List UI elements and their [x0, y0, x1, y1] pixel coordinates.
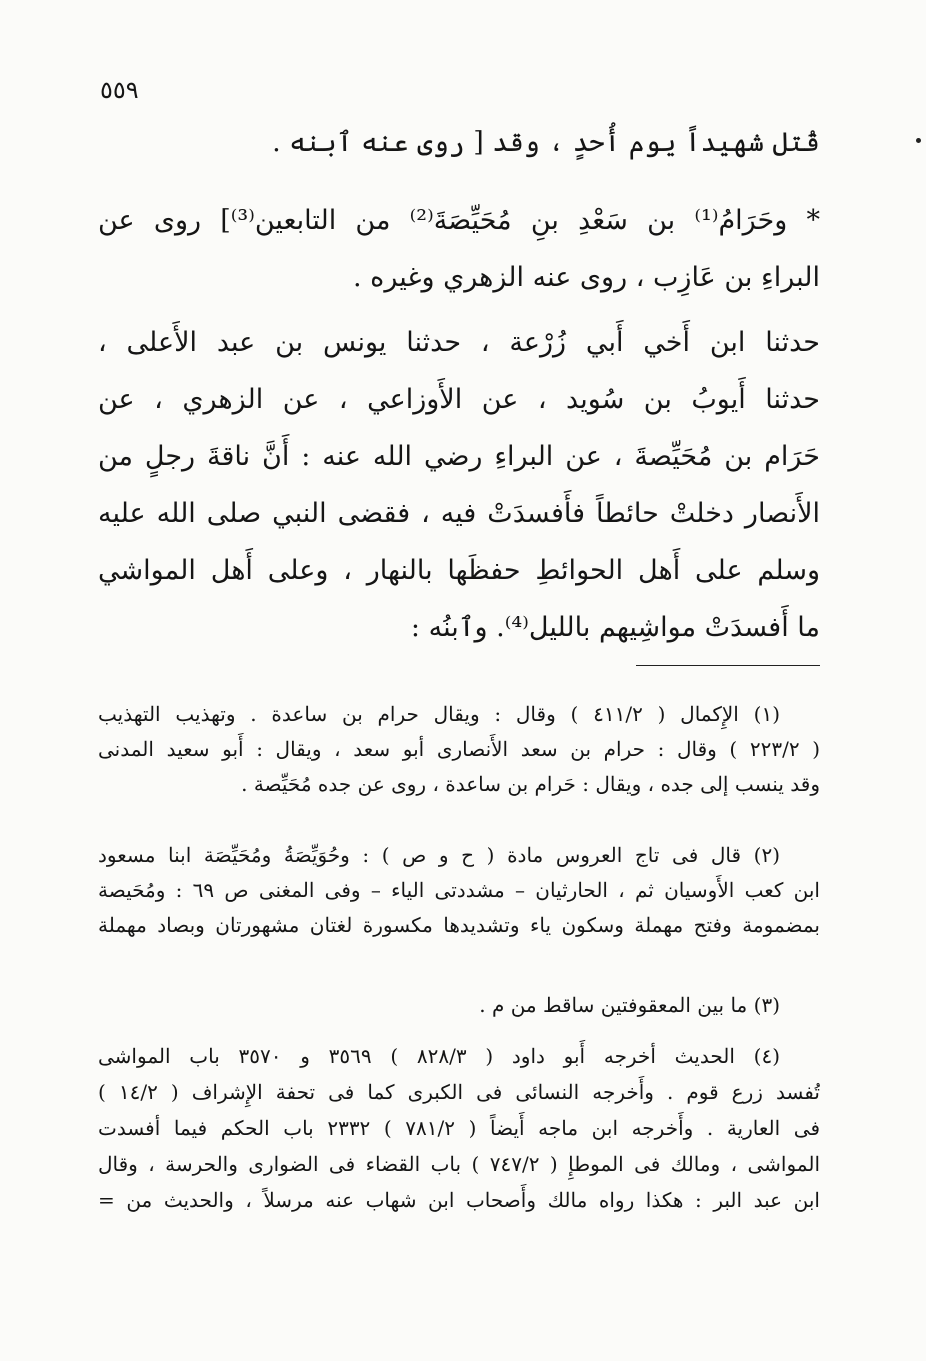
page-number: ٥٥٩: [100, 76, 139, 104]
footnote-line: (٣) ما بين المعقوفتين ساقط من م .: [479, 993, 780, 1017]
footnote-line: ابن عبد البر : هكذا رواه مالك وأَصحاب ابن شهاب عنه مرسلاً ، والحديث من =: [98, 1188, 820, 1212]
main-line: وسلم على أَهل الحوائطِ حفظَها بالنهار ، وعلى أَهل المواشي: [98, 555, 820, 586]
footnote-2: [98, 838, 820, 943]
main-line: حدثنا ابن أَخي أَبي زُرْعة ، حدثنا يونس بن عبد الأَعلى ،: [98, 327, 820, 358]
footnote-line: بمضمومة وفتح مهملة وسكون ياء وتشديدها مكسورة لغتان مشهورتان وبصاد مهملة: [98, 913, 820, 937]
footnote-line: (٢) قال فى تاج العروس مادة ( ح و ص ) : وحُوَيِّصَةُ ومُحَيِّصَة ابنا مسعود: [98, 843, 780, 867]
main-line: * وحَرَامُ⁽¹⁾ بن سَعْدِ بنِ مُحَيِّصَةَ⁽²⁾ من التابعين⁽³⁾] روى عن: [98, 205, 820, 236]
margin-dot: [916, 138, 921, 143]
footnote-line: ابن كعب الأَوسيان ثم ، الحارثيان – مشددتى الياء – وفى المغنى ص ٦٩ : ومُحَيصة: [98, 878, 820, 902]
footnote-3: [98, 988, 820, 1023]
main-text-block-2: [98, 192, 820, 306]
footnote-line: (٤) الحديث أخرجه أَبو داود ( ٨٢٨/٣ ) ٣٥٦٩ و ٣٥٧٠ باب المواشى: [98, 1044, 780, 1068]
main-line: قُتل شهيداً يوم أُحدٍ ، وقد [ روى عنه ٱبنه .: [272, 127, 820, 158]
footnote-line: وقد ينسب إلى جده ، ويقال : حَرام بن ساعدة ، روى عن جده مُحَيِّصة .: [241, 772, 820, 796]
main-text-block-3: [98, 314, 820, 656]
main-line: حَرَام بن مُحَيِّصةَ ، عن البراءِ رضي الله عنه : أَنَّ ناقةَ رجلٍ من: [98, 441, 820, 472]
main-line: ما أَفسدَتْ مواشِيهم بالليل⁽⁴⁾. وٱبنُه :: [410, 612, 820, 643]
footnote-1: [98, 697, 820, 802]
footnote-line: (١) الإِكمال ( ٤١١/٢ ) وقال : ويقال حرام بن ساعدة . وتهذيب التهذيب: [98, 702, 780, 726]
footnote-line: فى العارية . وأَخرجه ابن ماجه أَيضاً ( ٧٨١/٢ ) ٢٣٣٢ باب الحكم فيما أفسدت: [98, 1116, 820, 1140]
main-text-block-1: [98, 114, 820, 171]
footnote-line: ( ٢٢٣/٢ ) وقال : حرام بن سعد الأَنصارى أبو سعد ، ويقال : أَبو سعيد المدنى: [98, 737, 820, 761]
footnote-4: [98, 1038, 820, 1218]
footnote-line: المواشى ، ومالك فى الموطإِ ( ٧٤٧/٢ ) باب القضاء فى الضوارى والحرسة ، وقال: [98, 1152, 820, 1176]
footnote-separator: [636, 665, 820, 666]
main-line: الأَنصار دخلتْ حائطاً فأَفسدَتْ فيه ، فقضى النبي صلى الله عليه: [98, 498, 820, 529]
main-line: البراءِ بن عَازِب ، روى عنه الزهري وغيره .: [353, 262, 820, 293]
main-line: حدثنا أَيوبُ بن سُويد ، عن الأَوزاعي ، عن الزهري ، عن: [98, 384, 820, 415]
footnote-line: تُفسد زرع قوم . وأَخرجه النسائى فى الكبرى كما فى تحفة الإِشراف ( ١٤/٢ ): [98, 1080, 820, 1104]
